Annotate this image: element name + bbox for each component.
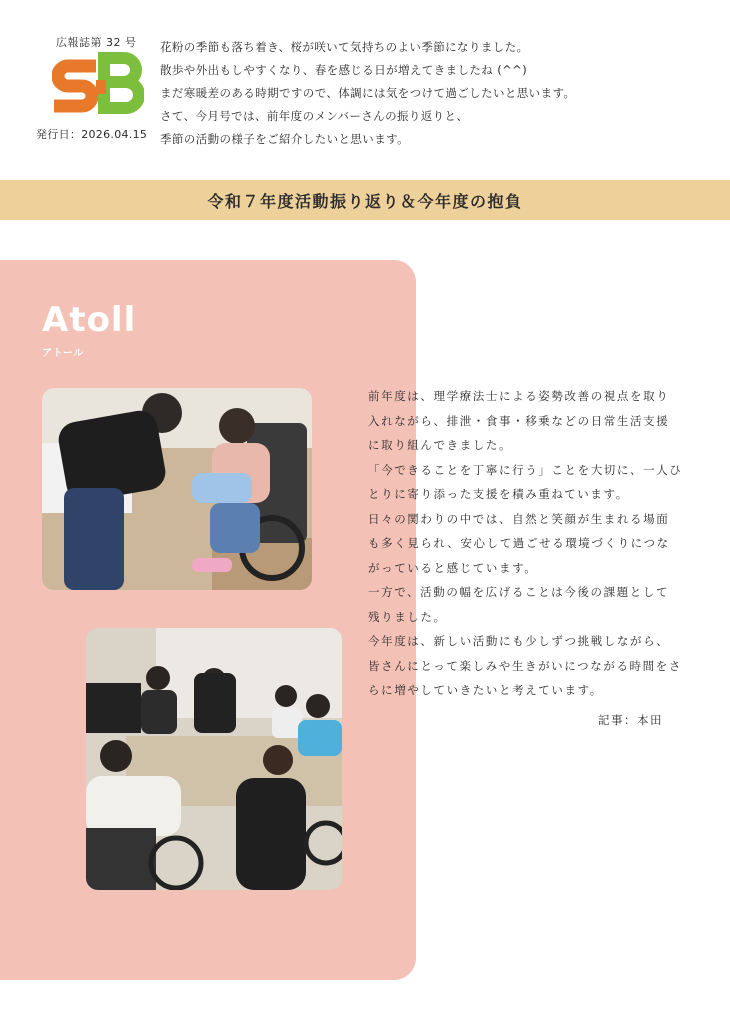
intro-line: まだ寒暖差のある時期ですので、体調には気をつけて過ごしたいと思います。: [160, 86, 576, 100]
section-banner: [0, 180, 730, 220]
body-line: 日々の関わりの中では、自然と笑顔が生まれる場面: [368, 511, 670, 526]
intro-line: 散歩や外出もしやすくなり、春を感じる日が増えてきましたね (^^): [160, 63, 528, 77]
publish-date: 発行日：2026.04.15: [36, 128, 148, 141]
body-line: 一方で、活動の幅を広げることは今後の課題として: [368, 585, 670, 599]
group-activity-photo: [86, 628, 342, 890]
support-photo: [42, 388, 312, 590]
body-line: がっていると感じています。: [368, 560, 538, 575]
issue-number: 広報誌第 32 号: [56, 36, 137, 49]
body-line: 「今できることを丁寧に行う」ことを大切に、一人ひ: [368, 462, 683, 477]
body-line: も多く見られ、安心して過ごせる環境づくりにつな: [368, 536, 670, 550]
body-line: 残りました。: [368, 609, 447, 624]
body-line: に取り組んできました。: [368, 438, 513, 452]
body-line: らに増やしていきたいと考えています。: [368, 683, 603, 697]
section-subtitle: アトール: [42, 348, 84, 359]
banner-title: 令和７年度活動振り返り＆今年度の抱負: [207, 191, 523, 211]
body-line: 今年度は、新しい活動にも少しずつ挑戦しながら、: [368, 634, 670, 648]
section-title: Atoll: [42, 300, 137, 340]
article-byline: 記事：本田: [598, 713, 663, 727]
intro-line: 季節の活動の様子をご紹介したいと思います。: [160, 132, 409, 146]
section-body: [368, 384, 698, 703]
intro-line: 花粉の季節も落ち着き、桜が咲いて気持ちのよい季節になりました。: [160, 40, 529, 54]
body-line: 皆さんにとって楽しみや生きがいにつながる時間をさ: [368, 658, 682, 673]
sb-logo: [52, 52, 144, 120]
body-line: とりに寄り添った支援を積み重ねています。: [368, 487, 629, 501]
body-line: 前年度は、理学療法士による姿勢改善の視点を取り: [368, 389, 670, 403]
intro-text: [160, 36, 660, 151]
body-line: 入れながら、排泄・食事・移乗などの日常生活支援: [368, 413, 670, 428]
intro-line: さて、今月号では、前年度のメンバーさんの振り返りと、: [160, 109, 469, 123]
